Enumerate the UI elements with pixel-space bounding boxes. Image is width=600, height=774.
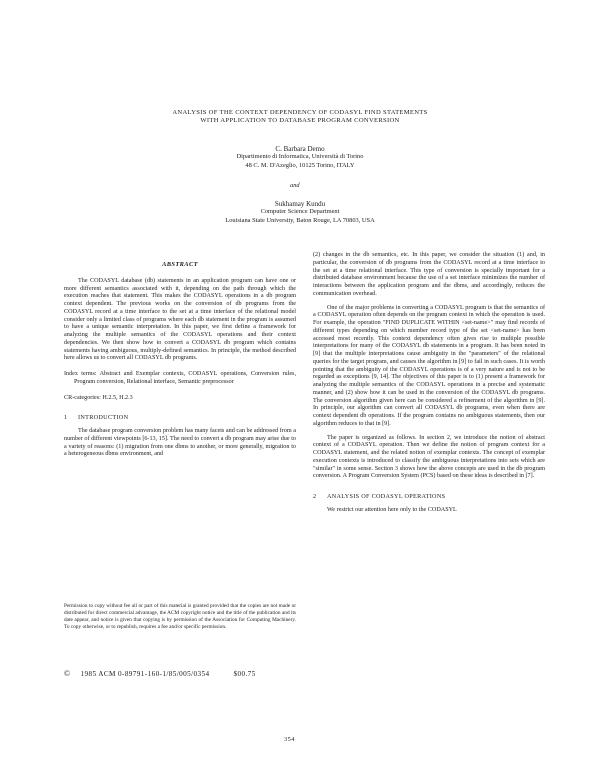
permission-notice: Permission to copy without fee all or part of this material is granted provided that the copies are not made or distributed for direct commercial advantage, the ACM copyright notice and the title of the publication and its date appear, and notice is given that copying is by permission of the Association for Computing Machinery. To copy otherwise, or to republish, requires a fee and/or specific permission. <box>64 603 296 630</box>
copyright-line <box>64 669 296 678</box>
copyright-symbol: © <box>64 669 71 678</box>
author-affiliation: Dipartimento di Informatica, Università di Torino <box>236 153 364 161</box>
author-address: 48 C. M. D'Azeglio, 10125 Torino, ITALY <box>245 161 355 169</box>
right-paragraph-2: One of the major problems in converting a CODASYL program is that the semantics of a CODASYL operation often depends on the program context in which the operation is used. For example, the operation "FIND DUPLICATE WITHIN <set-name>" may find records of different types depending on which member record type of the set <set-name> has been accessed most recently. This context dependency often gives rise to multiple possible interpretations for many of the CODASYL db statements in a program. It has been noted in [9] that the multiple interpretations cause ambiguity in the "parameters" of the relational queries for the target program, and causes the algorithm in [9] to fail in such cases. It is worth pointing that the ambiguity of the CODASYL operations is of a very nature and is not to be regarded as exceptions [9, 14]. The objectives of this paper is to (1) present a framework for analyzing the multiple semantics of the CODASYL operations in a precise and systematic manner, and (2) show how it can be used in the conversion of the CODASYL db programs. The conversion algorithm given here can be considered a refinement of the algorithm in [9]. In principle, our algorithm can convert all CODASYL db programs, even when there are context dependent db operations. If the program contains no ambiguous statements, then our algorithm reduces to that in [9]. <box>313 304 545 427</box>
section-1-heading <box>64 414 296 422</box>
section-title: INTRODUCTION <box>78 414 129 422</box>
right-paragraph-3: The paper is organized as follows. In section 2, we introduce the notion of abstract context of a CODASYL operation. Then we define the notion of program context for a CODASYL statement, and the related notion of exemplar contexts. The concept of exemplar execution contexts is introduced to classify the ambiguous interpretations into sets which are "similar" in some sense. Section 3 shows how the above concepts are used in the db program conversion. A Program Conversion System (PCS) based on these ideas is described in [7]. <box>313 434 545 480</box>
title-line-2: WITH APPLICATION TO DATABASE PROGRAM CONVERSION <box>200 117 400 124</box>
abstract-text: The CODASYL database (db) statements in an application program can have one or more different semantics associated with it, depending on the path through which the execution reaches that statement. This makes the CODASYL operations in a db program context dependent. The previous works on the conversion of db programs from the CODASYL record at a time interface to the set at a time interface of the relational model consider only a limited class of programs where each db statement in the program is assumed to have a unique semantic interpretation. In this paper, we first define a framework for analyzing the multiple semantics of the CODASYL operations and their context dependencies. We then show how to convert a CODASYL db program which contains statements having ambiguous, multiply-defined semantics. In principle, the method described here allows us to convert all CODASYL db programs. <box>64 277 296 362</box>
author-name: C. Barbara Demo <box>275 145 325 153</box>
section-2-heading <box>313 493 545 501</box>
authors-and: and <box>290 182 300 189</box>
paper-title <box>120 109 480 125</box>
section-number: 1 <box>64 414 68 422</box>
index-terms: Index terms: Abstract and Exemplar contexts, CODASYL operations, Conversion rules, Program conversion, Relational interface, Semantic preprocessor <box>64 371 296 385</box>
title-line-1: ANALYSIS OF THE CONTEXT DEPENDENCY OF CODASYL FIND STATEMENTS <box>172 109 428 116</box>
abstract-heading: ABSTRACT <box>162 261 198 268</box>
copyright-text: 1985 ACM 0-89791-160-1/85/005/0354 <box>80 670 210 678</box>
author-block-1 <box>140 145 460 170</box>
section-2-text: We restrict our attention here only to the CODASYL <box>327 506 457 513</box>
page-number: 354 <box>284 736 295 743</box>
author-affiliation: Computer Science Department <box>260 208 340 216</box>
author-name: Sukhamay Kundu <box>274 200 326 208</box>
author-address: Louisiana State University, Baton Rouge, LA 70803, USA <box>225 216 375 224</box>
right-column <box>313 252 545 515</box>
introduction-text: The database program conversion problem has many facets and can be addressed from a number of different viewpoints [6-13, 15]. The need to convert a db program may arise due to a variety of reasons: (1) migration from one dbms to another, or more generally, migration to a heterogeneous dbms environment, and <box>64 428 296 458</box>
copyright-price: $00.75 <box>233 670 256 678</box>
cr-categories: CR-categories: H.2.5, H.2.3 <box>64 394 133 401</box>
author-block-2 <box>140 200 460 225</box>
left-column <box>64 261 296 459</box>
right-paragraph-1: (2) changes in the db semantics, etc. In this paper, we consider the situation (1) and, in particular, the conversion of db programs from the CODASYL record at a time interface to the set at a time relational interface. This type of conversion is specially important for a distributed database environment because the use of a set interface minimizes the number of interactions between the application program and the dbms, and accordingly, reduces the communication overhead. <box>313 252 545 297</box>
section-title: ANALYSIS OF CODASYL OPERATIONS <box>327 493 446 500</box>
section-number: 2 <box>313 493 317 500</box>
